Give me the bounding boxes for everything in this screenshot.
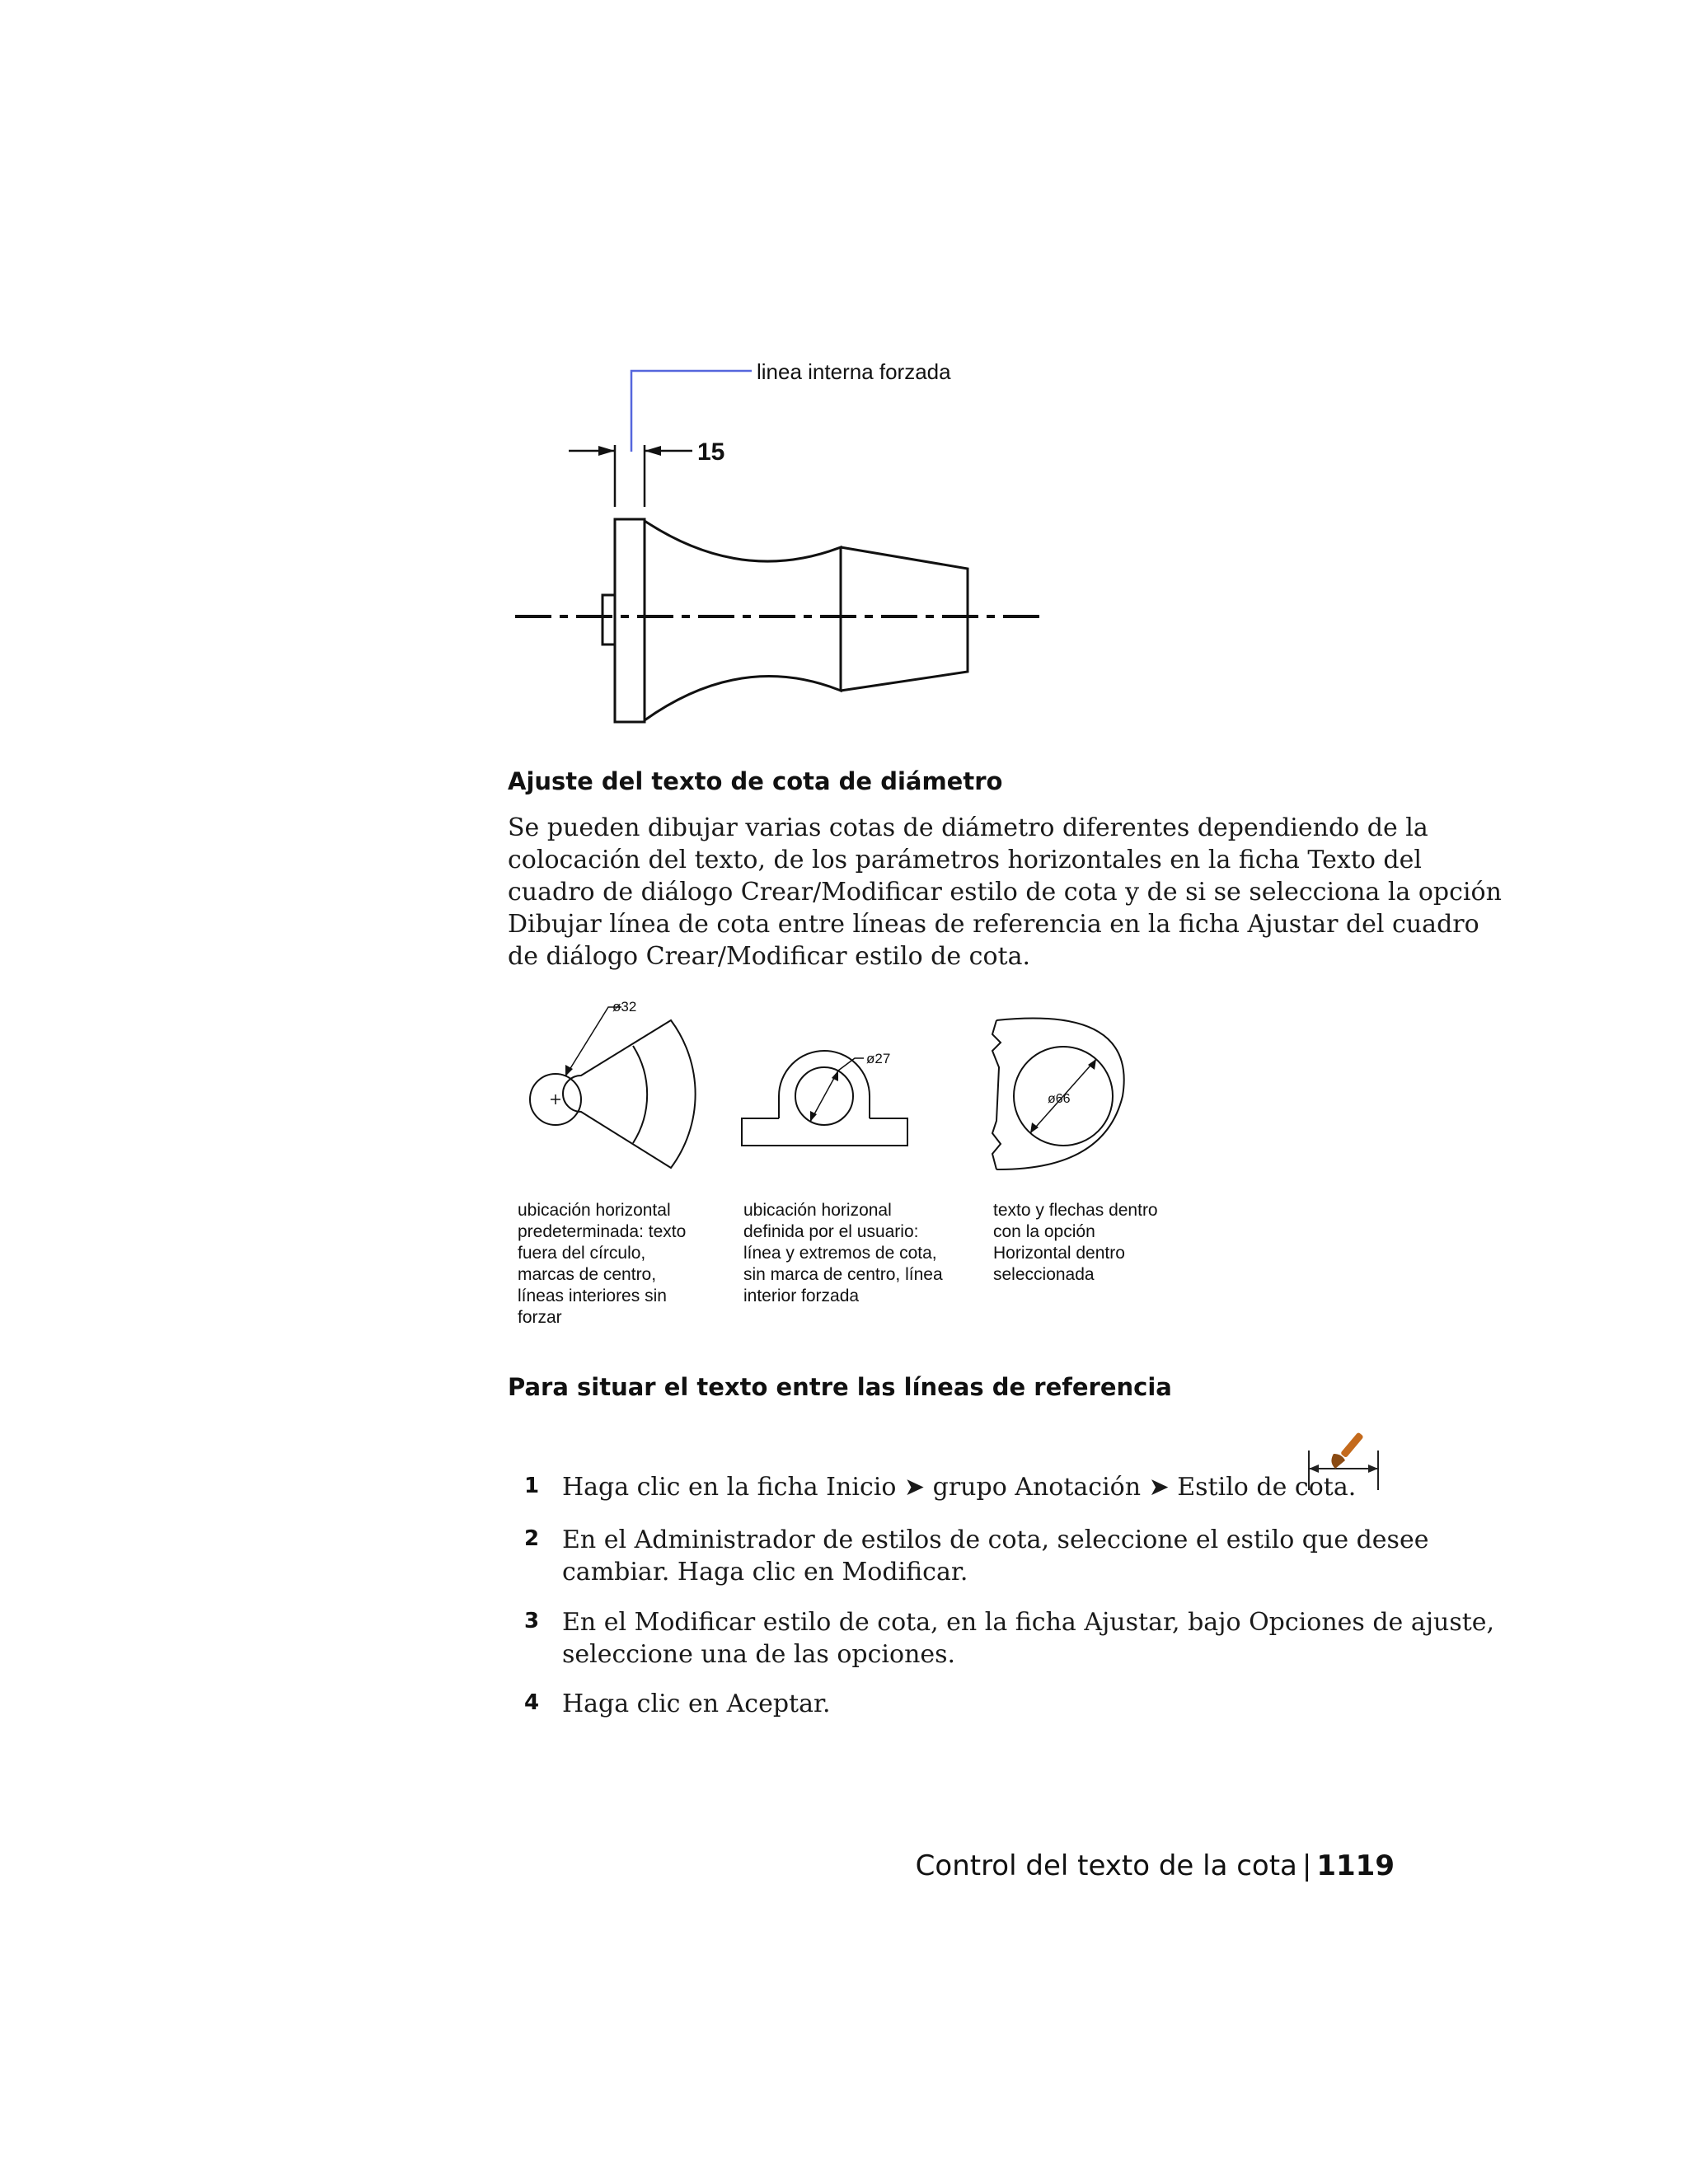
shaft-stub [603,595,615,644]
dimension-value: 15 [697,438,725,466]
diagram-panel-3 [992,1018,1124,1169]
panel-caption-2 [743,1200,943,1307]
step-line: cambiar. Haga clic en Modificar. [562,1558,968,1586]
step-line: En el Modificar estilo de cota, en la ficha Ajustar, bajo Opciones de ajuste, [562,1608,1495,1637]
step-line: En el Administrador de estilos de cota, seleccione el estilo que desee [562,1526,1429,1554]
section-paragraph [508,812,1502,972]
step-line: Haga clic en la ficha Inicio ➤ grupo Anotación ➤ Estilo de cota. [562,1473,1357,1502]
caption-line: líneas interiores sin [518,1286,667,1305]
diagram-panel-1 [530,999,696,1168]
step-text [562,1606,1494,1671]
page-footer [916,1849,1395,1882]
panel3-arrow [1030,1122,1039,1133]
panel2-base [742,1118,907,1146]
paragraph-line: Se pueden dibujar varias cotas de diámetro diferentes dependiendo de la [508,813,1428,842]
panel1-leader [565,1007,621,1076]
shaft-flange [615,519,645,722]
caption-line: marcas de centro, [518,1265,657,1284]
step-line: Haga clic en Aceptar. [562,1690,831,1718]
step-line: seleccione una de las opciones. [562,1640,956,1669]
paragraph-line: colocación del texto, de los parámetros horizontales en la ficha Texto del [508,846,1422,874]
panel2-dimension-label: ø27 [866,1051,891,1066]
figure-diameter-examples [495,989,1203,1195]
page-number: 1119 [1316,1849,1395,1882]
step-text [562,1688,831,1720]
dimension-arrow-left [598,446,615,456]
caption-line: con la opción [993,1222,1095,1241]
panel-caption-3 [993,1200,1158,1286]
caption-line: predeterminada: texto [518,1222,687,1241]
step-text [562,1524,1428,1588]
callout-label: linea interna forzada [757,359,951,384]
panel3-break-line [992,1020,1001,1169]
caption-line: texto y flechas dentro [993,1201,1158,1220]
paragraph-line: cuadro de diálogo Crear/Modificar estilo de cota y de si se selecciona la opción [508,878,1502,907]
caption-line: definida por el usuario: [743,1222,919,1241]
panel1-dimension-label: ø32 [612,999,637,1015]
paragraph-line: de diálogo Crear/Modificar estilo de cota. [508,942,1030,971]
footer-title: Control del texto de la cota [915,1849,1297,1882]
step-number: 1 [524,1474,540,1498]
caption-line: fuera del círculo, [518,1244,646,1263]
caption-line: forzar [518,1308,562,1327]
diagram-panel-2 [742,1051,907,1146]
panel-caption-1 [518,1200,686,1329]
panel2-arch [779,1051,870,1118]
panel1-inner-arc [633,1046,647,1143]
shaft-concave-body [645,521,841,720]
caption-line: línea y extremos de cota, [743,1244,937,1263]
dimension-style-icon[interactable] [1306,1426,1381,1492]
paragraph-line: Dibujar línea de cota entre líneas de referencia en la ficha Ajustar del cuadro [508,910,1479,939]
panel3-dimension-label: ø66 [1048,1092,1071,1106]
shaft-taper [841,547,968,691]
step-number: 4 [524,1690,540,1715]
dimension-arrow-right [645,446,661,456]
caption-line: ubicación horizonal [743,1201,892,1220]
caption-line: seleccionada [993,1265,1095,1284]
figure-shaft-forced-line [495,346,1071,733]
caption-line: ubicación horizontal [518,1201,671,1220]
section-heading-diameter: Ajuste del texto de cota de diámetro [508,767,1003,795]
caption-line: sin marca de centro, línea [743,1265,943,1284]
callout-leader-line [631,371,752,452]
step-text [562,1471,1356,1503]
caption-line: interior forzada [743,1286,860,1305]
caption-line: Horizontal dentro [993,1244,1125,1263]
step-number: 2 [524,1526,540,1551]
panel1-outline [563,1020,696,1168]
section-heading-text-placement: Para situar el texto entre las líneas de referencia [508,1373,1172,1401]
footer-separator: | [1301,1849,1312,1882]
panel3-arrow [1088,1059,1096,1070]
step-number: 3 [524,1609,540,1633]
